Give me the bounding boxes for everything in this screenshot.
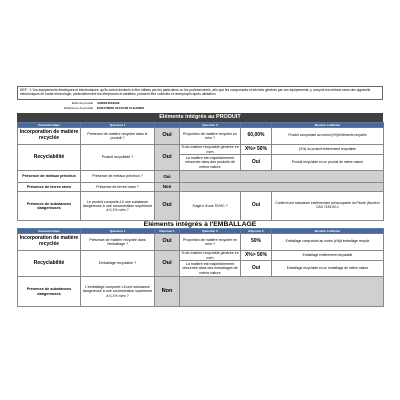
question-1: Présence de terres rares ? <box>81 183 155 192</box>
table-row <box>18 183 384 192</box>
table-row <box>18 145 384 155</box>
answer-1: Oui <box>155 234 180 251</box>
row-label: Recyclabilité <box>18 145 81 171</box>
question-2: La matière est majoritairement retournée dans des produits de même nature <box>180 155 241 171</box>
row-label: Recyclabilité <box>18 251 81 277</box>
mention: Produit comportant au moins [x%]d'éléments recyclés <box>272 128 384 145</box>
answer-2: Oui <box>241 192 272 221</box>
answer-1: Oui <box>155 145 180 171</box>
answer-2: 50% <box>241 234 272 251</box>
question-1: Présence de matière recyclée dans l'emballage ? <box>81 234 155 251</box>
empty-cell <box>180 171 384 183</box>
question-2: Proportion de matière recyclée en m/m ? <box>180 234 241 251</box>
mention: [X%] du produit entièrement recyclable <box>272 145 384 155</box>
question-2: Proportion de matière recyclée en m/m ? <box>180 128 241 145</box>
answer-1: Oui <box>155 128 180 145</box>
empty-cell <box>180 277 384 307</box>
header-question-2: Question 2 <box>180 123 241 128</box>
empty-cell <box>180 183 384 192</box>
answer-2: Oui <box>241 261 272 277</box>
question-2: % de matière recyclable générée en m/m <box>181 145 239 154</box>
packaging-section-title: Eléments intégrés à l'EMBALLAGE <box>143 221 257 228</box>
question-1: Le produit comporte-t-il une substance dangereuse à une concentration supérieure à 0,1% m/m ? <box>81 192 155 221</box>
ref-value: ECB17BEM VACUUM CLEANER <box>97 105 144 110</box>
header-answer-2: Réponse 2 <box>241 229 272 234</box>
ref-label: Référence du produit <box>64 105 93 110</box>
header-question-1: Question 1 <box>81 123 155 128</box>
document-sheet <box>17 86 383 307</box>
mention: Produit recyclable en un produit de même nature <box>272 155 384 171</box>
question-1: Présence de métaux précieux ? <box>81 171 155 183</box>
product-section-title: Eléments intégrés au PRODUIT <box>17 113 383 122</box>
table-row <box>18 192 384 221</box>
product-table <box>17 122 384 221</box>
question-1: Emballage recyclable ? <box>81 251 155 277</box>
header-question-1: Question 1 <box>81 229 155 234</box>
answer-2: X%> 50% <box>241 145 272 155</box>
row-label: Incorporation de matière recyclée <box>18 234 81 251</box>
answer-1: Oui <box>155 171 180 183</box>
answer-1: Non <box>155 183 180 192</box>
header-characteristic: Caractéristique <box>18 229 81 234</box>
table-row <box>18 277 384 307</box>
header-mention: Mention à afficher <box>272 229 384 234</box>
ean-value: 3468814534009 <box>97 100 120 105</box>
intro-text: DEP : 'L' les équipements électriques et électroniques, qu'ils soient destinés à être utilisés par les particuliers ou les professionnels, afin que les composants et déchets générés par ces équipements, y compris les métaux rares des appareils électroniques de haute technologie, particulièrement les téléphones et tablettes, puissent être collectés et réemployés après utilisation <box>17 86 383 100</box>
row-label: Présence de métaux précieux <box>18 171 81 183</box>
row-label: Incorporation de matière recyclée <box>18 128 81 145</box>
answer-2: X%> 50% <box>241 251 272 261</box>
question-1: L'emballage comporte-t-il une substance dangereuse à une concentration supérieure à 0,1% m/m ? <box>81 277 155 307</box>
table-row <box>18 251 384 261</box>
question-2: S'agit-il d'une SVHC ? <box>180 192 241 221</box>
question-1: Présence de matière recyclée dans le produit ? <box>81 128 155 145</box>
row-label: Présence de substances dangereuses <box>18 277 81 307</box>
question-2: La matière est majoritairement retournée dans des emballages de même nature <box>180 261 241 277</box>
header-mention: Mention à afficher <box>272 123 384 128</box>
row-label: Présence de substances dangereuses <box>18 192 81 221</box>
answer-1: Oui <box>155 251 180 277</box>
mention: Emballage entièrement recyclable <box>272 251 384 261</box>
question-2: % de matière recyclable générée en m/m <box>181 251 239 260</box>
header-answer-1: Réponse 1 <box>155 229 180 234</box>
mention: Emballage comportant au moins [x%]d'emballage recyclé <box>272 234 384 251</box>
answer-2: 60,00% <box>241 128 272 145</box>
mention: Emballage recyclable en un emballage de même nature <box>272 261 384 277</box>
mention: Contient une substance extrêmement préoccupante du Plomb (Numéro CAS 7439-92-1 <box>272 192 384 221</box>
ean-label: EAN du produit <box>72 100 93 105</box>
answer-1: Non <box>155 277 180 307</box>
packaging-table <box>17 228 384 307</box>
answer-1: Oui <box>155 192 180 221</box>
table-row <box>18 171 384 183</box>
header-characteristic: Caractéristique <box>18 123 81 128</box>
row-label: Présence de terres rares <box>18 183 81 192</box>
header-question-2: Question 2 <box>180 229 241 234</box>
answer-2: Oui <box>241 155 272 171</box>
table-row <box>18 234 384 251</box>
table-row <box>18 128 384 145</box>
ref-row <box>17 105 383 110</box>
question-1: Produit recyclable ? <box>81 145 155 171</box>
